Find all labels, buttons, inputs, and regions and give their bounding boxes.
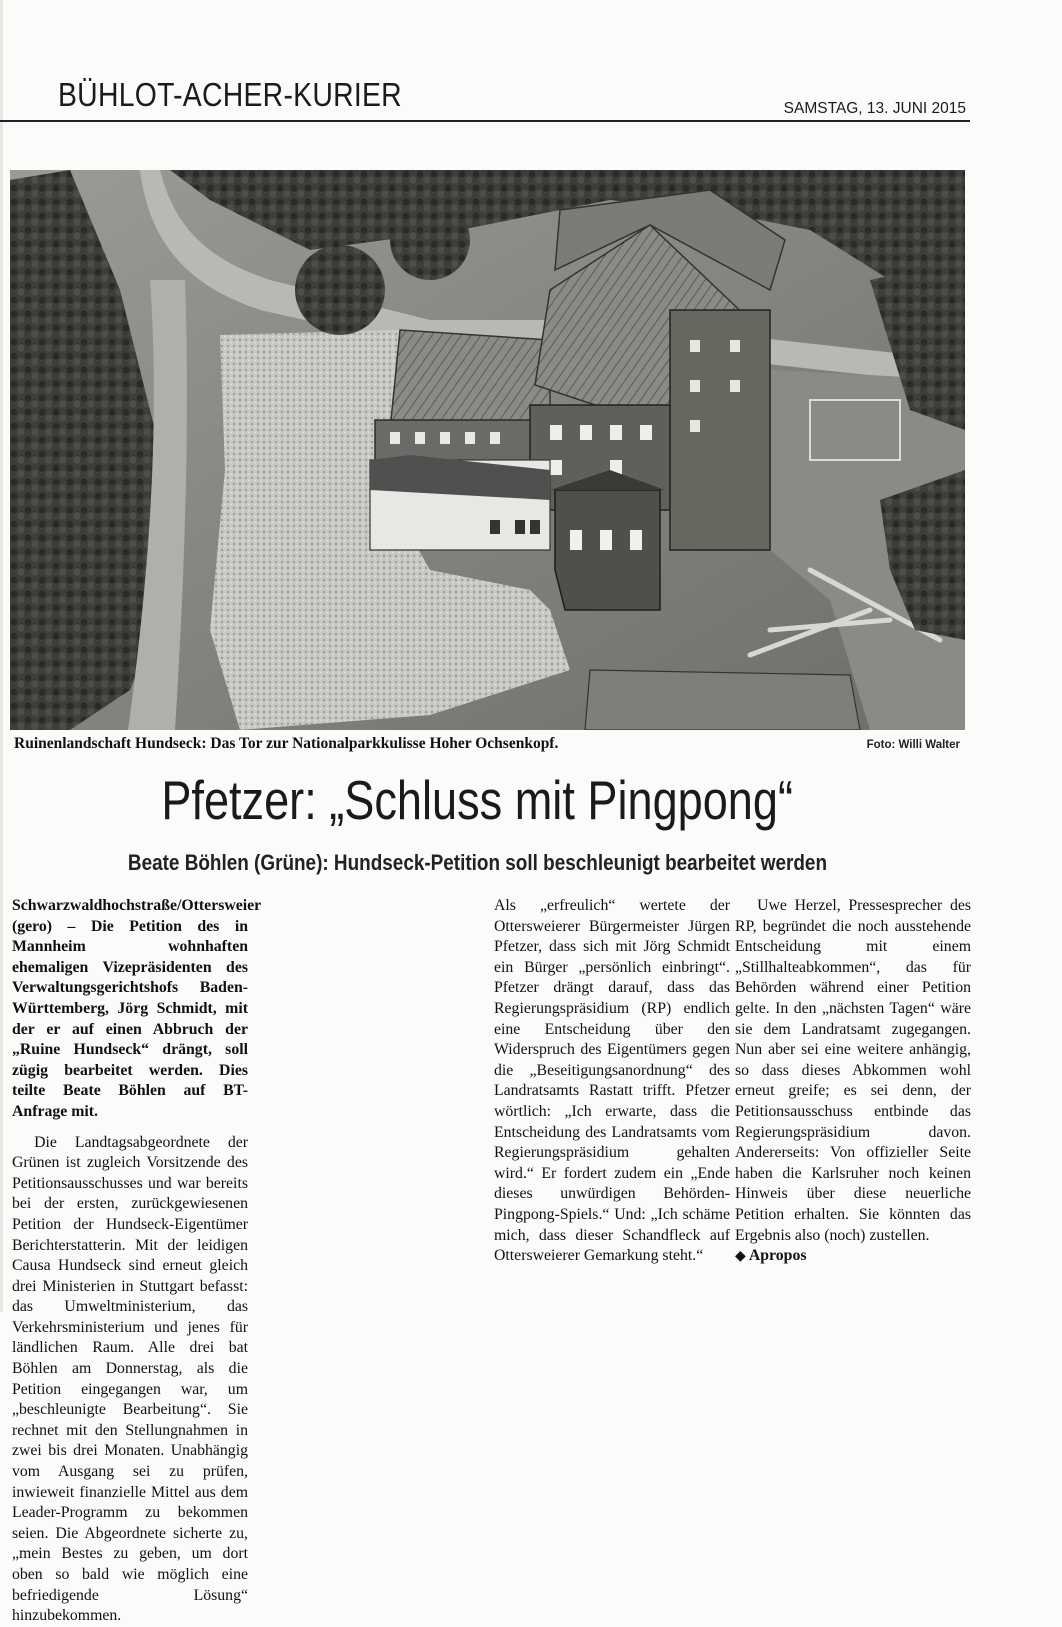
masthead	[0, 70, 1062, 126]
caption-text: Ruinenlandschaft Hundseck: Das Tor zur Nationalparkkulisse Hoher Ochsenkopf.	[14, 735, 559, 752]
subheadline-text: Beate Böhlen (Grüne): Hundseck-Petition soll beschleunigt bearbeitet werden	[127, 850, 828, 875]
diamond-bullet-icon: ◆	[735, 1249, 746, 1265]
photo-credit: Foto: Willi Walter	[866, 739, 960, 751]
apropos-label: Apropos	[748, 1247, 807, 1265]
paragraph-petitions: Die Landtagsabgeordnete der Grünen ist zugleich Vorsitzende des Petitionsausschusses und war bereits bei der ersten, zurückgewiesenen Petition der Hundseck-Eigentümer Berichterstatterin. Mit der leidigen Causa Hundseck sind erneut gleich drei Ministerien in Stuttgart befasst: das Umweltministerium, das Verkehrsministerium und jenes für ländlichen Raum. Alle drei bat Böhlen am Donnerstag, als die Petition eingegangen war, um „beschleunigte Bearbeitung“. Sie rechnet mit den Stellungnahmen in zwei bis drei Monaten. Unabhängig vom Ausgang sei zu prüfen, inwieweit finanzielle Mittel aus dem Leader-Programm zu bekommen seien. Die Abgeordnete sicherte zu, „mein Bestes zu geben, um dort oben so bald wie möglich eine befriedigende Lösung“ hinzubekommen.	[12, 1133, 248, 1625]
newspaper-name: BÜHLOT-ACHER-KURIER	[58, 76, 402, 113]
headline	[0, 768, 955, 832]
paragraph-herzel: Uwe Herzel, Pressesprecher des RP, begründet die noch ausstehende Entscheidung mit einem „Stillhalteabkommen“, das für Behörden während einer Petition gelte. In den „nächsten Tagen“ wäre sie dem Landratsamt zugegangen. Nun aber sei eine weitere anhängig, so dass dieses Abkommen wohl erneut greife; es sei denn, der Petitionsausschuss entbinde das Regierungspräsidium davon. Andererseits: Von offizieller Seite haben die Karlsruher noch keinen Hinweis über diese neuerliche Petition erhalten. Sie könnten das Ergebnis also (noch) zustellen.	[735, 897, 971, 1244]
paragraph-pfetzer: Als „erfreulich“ wertete der Ottersweierer Bürgermeister Jürgen Pfetzer, dass sich mit Jörg Schmidt ein Bürger „persönlich einbringt“. Pfetzer drängt darauf, dass das Regierungspräsidium (RP) endlich eine Entscheidung über den Widerspruch des Eigentümers gegen die „Beseitigungsanordnung“ des Landratsamts Rastatt trifft. Pfetzer wörtlich: „Ich erwarte, dass die Entscheidung des Landratsamts vom Regierungspräsidium gehalten wird.“ Er fordert zudem ein „Ende dieses unwürdigen Behörden-Pingpong-Spiels.“ Und: „Ich schäme mich, dass dieser Schandfleck auf Ottersweierer Gemarkung steht.“	[494, 897, 730, 1265]
headline-text: Pfetzer: „Schluss mit Pingpong“	[161, 769, 794, 831]
article-lead: Schwarzwaldhochstraße/Ottersweier (gero) – Die Petition des in Mannheim wohnhaften ehemaligen Vizepräsidenten des Verwaltungsgerichtshofs Baden-Württemberg, Jörg Schmidt, mit der er auf einen Abbruch der „Ruine Hundseck“ drängt, soll zügig bearbeitet werden. Dies teilte Beate Böhlen auf BT-Anfrage mit.	[12, 897, 262, 1120]
apropos-link[interactable]	[735, 1246, 971, 1268]
aerial-photo	[10, 170, 965, 730]
issue-date: SAMSTAG, 13. JUNI 2015	[783, 100, 966, 117]
masthead-rule	[0, 120, 970, 122]
scan-edge	[0, 0, 3, 1312]
article-column	[494, 896, 730, 1267]
ruin-aerial-illustration	[10, 170, 965, 730]
subheadline	[0, 850, 955, 876]
article-column	[12, 896, 262, 1627]
photo-caption	[14, 735, 964, 755]
article-column	[735, 896, 971, 1268]
